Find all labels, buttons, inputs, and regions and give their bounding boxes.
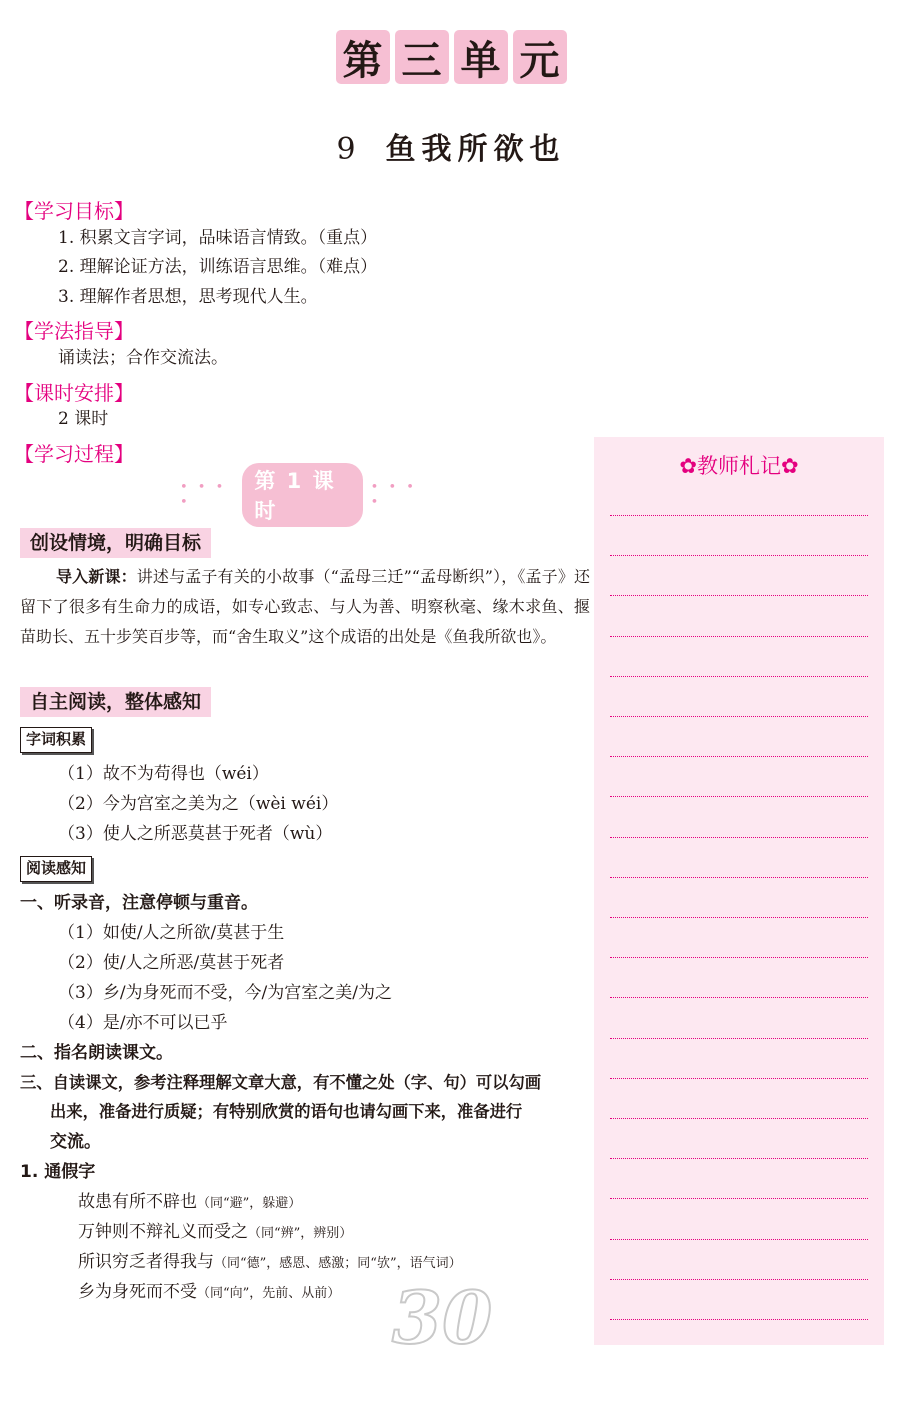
- process-heading: 【学习过程】: [14, 442, 134, 466]
- intro-text: 讲述与孟子有关的小故事（“孟母三迁”“孟母断织”），《孟子》还留下了很多有生命力的成语，如专心致志、与人为善、明察秋毫、缘木求鱼、揠苗助长、五十步笑百步等，而“舍生取义”这个成语的出处是《鱼我所欲也》。: [20, 567, 590, 646]
- tongjia-note: （同“避”，躲避）: [197, 1196, 302, 1211]
- teacher-notes-panel[interactable]: [594, 437, 884, 1345]
- banner-dots: • • • •: [180, 480, 227, 510]
- vocab-item: （2）今为宫室之美为之（wèi wéi）: [58, 794, 339, 814]
- tongjia-text: 乡为身死而不受: [78, 1282, 197, 1302]
- pause-item: （3）乡/为身死而不受，今/为宫室之美/为之: [58, 983, 392, 1003]
- goal-item: 1. 积累文言字词，品味语言情致。（重点）: [58, 228, 378, 248]
- unit-title-char: 单: [454, 30, 508, 84]
- note-line: [610, 756, 868, 757]
- vocab-item: （1）故不为苟得也（wéi）: [58, 764, 269, 784]
- step-self-read-end: 交流。: [50, 1132, 101, 1152]
- note-line: [610, 636, 868, 637]
- page-number: 30: [392, 1275, 493, 1360]
- section-bar-reading: 自主阅读，整体感知: [20, 687, 211, 717]
- goals-heading: 【学习目标】: [14, 199, 134, 223]
- note-line: [610, 1319, 868, 1320]
- pause-item: （4）是/亦不可以已乎: [58, 1013, 228, 1033]
- lesson-title: [0, 124, 902, 168]
- tongjia-note: （同“辨”，辨别）: [248, 1226, 353, 1241]
- note-line: [610, 716, 868, 717]
- note-line: [610, 1118, 868, 1119]
- step-listen: 一、听录音，注意停顿与重音。: [20, 893, 258, 913]
- note-line: [610, 1279, 868, 1280]
- intro-paragraph: [20, 562, 590, 652]
- pause-item: （1）如使/人之所欲/莫甚于生: [58, 923, 285, 943]
- lesson-name: 鱼我所欲也: [385, 132, 566, 167]
- section-bar-context: 创设情境，明确目标: [20, 528, 211, 558]
- schedule-heading: 【课时安排】: [14, 381, 134, 405]
- unit-title: [0, 30, 902, 84]
- note-line: [610, 515, 868, 516]
- note-line: [610, 1198, 868, 1199]
- goal-item: 2. 理解论证方法，训练语言思维。（难点）: [58, 257, 378, 277]
- note-line: [610, 1239, 868, 1240]
- unit-title-char: 第: [336, 30, 390, 84]
- method-text: 诵读法；合作交流法。: [58, 348, 228, 368]
- tongjia-text: 万钟则不辩礼义而受之: [78, 1222, 248, 1242]
- tongjia-item: [78, 1217, 352, 1249]
- note-line: [610, 957, 868, 958]
- note-line: [610, 796, 868, 797]
- teacher-notes-title: ✿教师札记✿: [679, 454, 799, 478]
- step-read-aloud: 二、指名朗读课文。: [20, 1043, 173, 1063]
- note-line: [610, 917, 868, 918]
- session-banner: [180, 469, 425, 523]
- tongjia-note: （同“向”，先前、从前）: [197, 1286, 341, 1301]
- note-line: [610, 837, 868, 838]
- tongjia-item: [78, 1277, 340, 1309]
- goal-item: 3. 理解作者思想，思考现代人生。: [58, 287, 318, 307]
- unit-title-char: 元: [513, 30, 567, 84]
- intro-lead: 导入新课：: [56, 567, 137, 586]
- tongjia-text: 故患有所不辟也: [78, 1192, 197, 1212]
- note-line: [610, 1038, 868, 1039]
- note-line: [610, 1078, 868, 1079]
- pause-item: （2）使/人之所恶/莫甚于死者: [58, 953, 285, 973]
- note-line: [610, 1158, 868, 1159]
- note-line: [610, 555, 868, 556]
- tongjia-text: 所识穷乏者得我与: [78, 1252, 214, 1272]
- banner-dots: • • • •: [370, 480, 417, 510]
- tongjia-heading: 1. 通假字: [20, 1162, 96, 1182]
- tongjia-item: [78, 1187, 301, 1219]
- step-self-read-cont: 出来，准备进行质疑；有特别欣赏的语句也请勾画下来，准备进行: [50, 1102, 523, 1121]
- method-heading: 【学法指导】: [14, 319, 134, 343]
- note-line: [610, 997, 868, 998]
- vocab-tag: 字词积累: [20, 727, 92, 753]
- tongjia-note: （同“德”，感恩、感激；同“欤”，语气词）: [214, 1256, 462, 1271]
- unit-title-char: 三: [395, 30, 449, 84]
- note-line: [610, 877, 868, 878]
- step-self-read: 三、自读课文，参考注释理解文章大意，有不懂之处（字、句）可以勾画: [20, 1073, 542, 1092]
- lesson-number: 9: [336, 132, 356, 167]
- schedule-text: 2 课时: [58, 409, 109, 429]
- session-label: 第 1 课 时: [242, 463, 362, 527]
- note-line: [610, 595, 868, 596]
- vocab-item: （3）使人之所恶莫甚于死者（wù）: [58, 824, 333, 844]
- note-line: [610, 676, 868, 677]
- reading-tag: 阅读感知: [20, 856, 92, 882]
